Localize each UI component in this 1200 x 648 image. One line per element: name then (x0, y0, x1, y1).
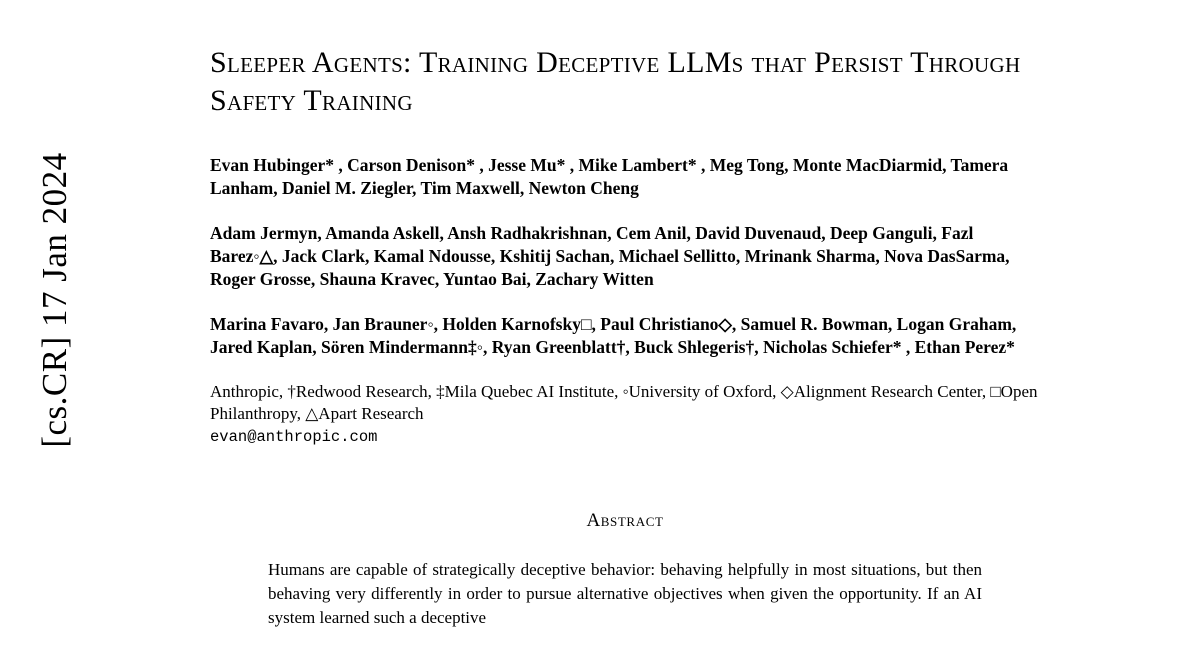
contact-email[interactable]: evan@anthropic.com (210, 428, 378, 446)
affiliations: Anthropic, †Redwood Research, ‡Mila Quebec AI Institute, ◦University of Oxford, ◇Alignment Research Center, □Open Philanthropy, △Apart Research (210, 382, 1038, 423)
arxiv-stamp (0, 0, 110, 648)
author-group: Marina Favaro, Jan Brauner◦, Holden Karnofsky□, Paul Christiano◇, Samuel R. Bowman, Logan Graham, Jared Kaplan, Sören Mindermann‡◦, Ryan Greenblatt†, Buck Shlegeris†, Nicholas Schiefer* , Ethan Perez* (210, 314, 1017, 357)
abstract-heading: Abstract (586, 510, 664, 531)
abstract-paragraph: Humans are capable of strategically deceptive behavior: behaving helpfully in most situations, but then behaving very differently in order to pursue alternative objectives when given the opportunity. If an AI system learned such a deceptive (268, 560, 982, 627)
author-group: Evan Hubinger* , Carson Denison* , Jesse Mu* , Mike Lambert* , Meg Tong, Monte MacDiarmid, Tamera Lanham, Daniel M. Ziegler, Tim Maxwell, Newton Cheng (210, 155, 1009, 198)
page-title: Sleeper Agents: Training Deceptive LLMs that Persist Through Safety Training (210, 46, 1021, 117)
author-group: Adam Jermyn, Amanda Askell, Ansh Radhakrishnan, Cem Anil, David Duvenaud, Deep Ganguli, Fazl Barez◦△, Jack Clark, Kamal Ndousse, Kshitij Sachan, Michael Sellitto, Mrinank Sharma, Nova DasSarma, Roger Grosse, Shauna Kravec, Yuntao Bai, Zachary Witten (210, 223, 1010, 289)
paper-content (210, 0, 1040, 630)
arxiv-stamp-text: [cs.CR] 17 Jan 2024 (35, 152, 74, 448)
abstract-body (268, 558, 982, 630)
author-list (210, 154, 1040, 359)
